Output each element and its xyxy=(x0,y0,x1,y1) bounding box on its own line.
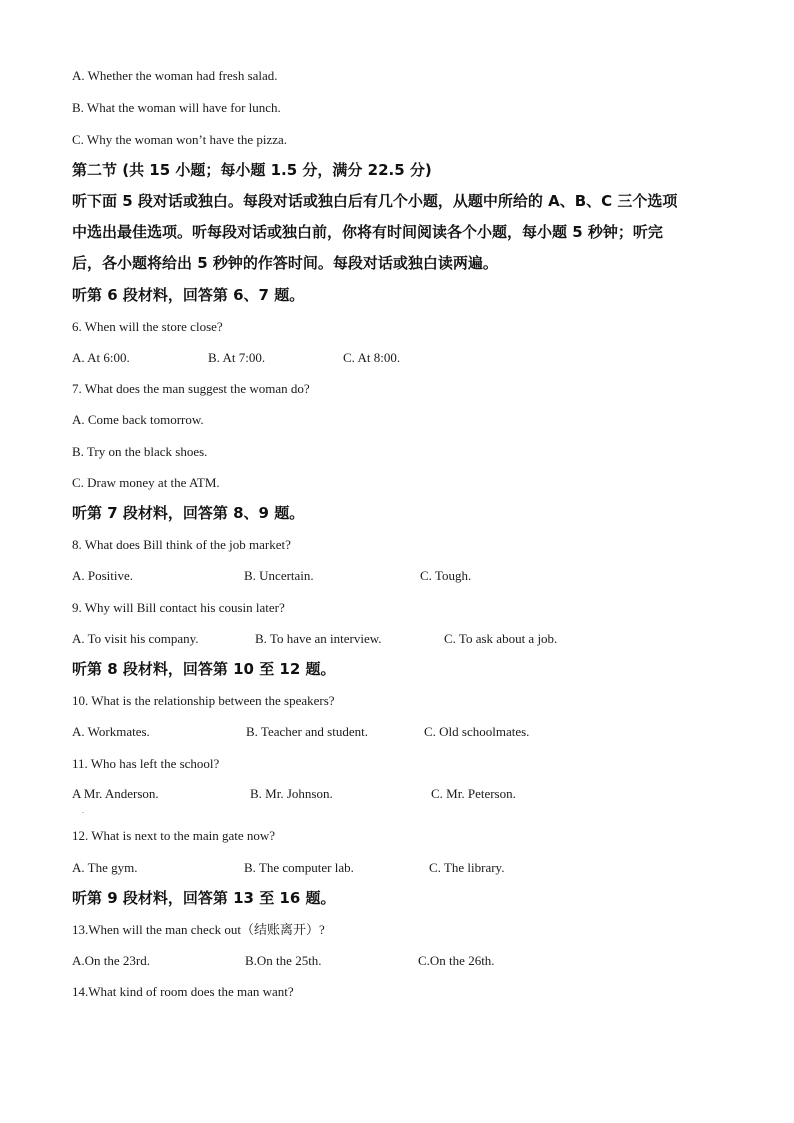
question-9: 9. Why will Bill contact his cousin later? xyxy=(72,600,285,615)
q7-option-b: B. Try on the black shoes. xyxy=(72,444,208,459)
q6-option-c: C. At 8:00. xyxy=(343,350,401,365)
q6-option-a: A. At 6:00. xyxy=(72,350,130,365)
question-10: 10. What is the relationship between the speakers? xyxy=(72,693,335,708)
prev-option-b: B. What the woman will have for lunch. xyxy=(72,100,281,115)
group-heading-7: 听第 7 段材料，回答第 8、9 题。 xyxy=(72,504,305,522)
q9-option-b: B. To have an interview. xyxy=(255,631,382,646)
group-heading-6: 听第 6 段材料，回答第 6、7 题。 xyxy=(72,286,305,304)
question-14: 14.What kind of room does the man want? xyxy=(72,984,294,999)
question-13: 13.When will the man check out（结账离开）? xyxy=(72,922,325,937)
q9-option-a: A. To visit his company. xyxy=(72,631,199,646)
q10-option-b: B. Teacher and student. xyxy=(246,724,368,739)
prev-option-c: C. Why the woman won’t have the pizza. xyxy=(72,132,288,147)
group-heading-8: 听第 8 段材料，回答第 10 至 12 题。 xyxy=(72,660,336,678)
q12-option-b: B. The computer lab. xyxy=(244,860,354,875)
q13-option-c: C.On the 26th. xyxy=(418,953,495,968)
q13-option-a: A.On the 23rd. xyxy=(72,953,150,968)
q8-option-c: C. Tough. xyxy=(420,568,472,583)
q12-option-a: A. The gym. xyxy=(72,860,138,875)
q12-option-c: C. The library. xyxy=(429,860,505,875)
question-11: 11. Who has left the school? xyxy=(72,756,220,771)
section-heading: 第二节 (共 15 小题；每小题 1.5 分，满分 22.5 分) xyxy=(72,161,432,179)
q10-option-a: A. Workmates. xyxy=(72,724,150,739)
q7-option-a: A. Come back tomorrow. xyxy=(72,412,204,427)
prev-option-a: A. Whether the woman had fresh salad. xyxy=(72,68,278,83)
question-8: 8. What does Bill think of the job market? xyxy=(72,537,291,552)
q6-option-b: B. At 7:00. xyxy=(208,350,266,365)
q11-option-b: B. Mr. Johnson. xyxy=(250,786,333,801)
instruction-line-2: 中选出最佳选项。听每段对话或独白前，你将有时间阅读各个小题，每小题 5 秒钟；听完 xyxy=(72,223,663,241)
instruction-line-1: 听下面 5 段对话或独白。每段对话或独白后有几个小题，从题中所给的 A、B、C 三个选项 xyxy=(72,192,678,210)
q11-option-c: C. Mr. Peterson. xyxy=(431,786,516,801)
q13-option-b: B.On the 25th. xyxy=(245,953,322,968)
q7-option-c: C. Draw money at the ATM. xyxy=(72,475,220,490)
q10-option-c: C. Old schoolmates. xyxy=(424,724,530,739)
q8-option-a: A. Positive. xyxy=(72,568,134,583)
question-6: 6. When will the store close? xyxy=(72,319,223,334)
q8-option-b: B. Uncertain. xyxy=(244,568,314,583)
stray-mark: . xyxy=(82,806,84,815)
group-heading-9: 听第 9 段材料，回答第 13 至 16 题。 xyxy=(72,889,336,907)
instruction-line-3: 后，各小题将给出 5 秒钟的作答时间。每段对话或独白读两遍。 xyxy=(72,254,498,272)
question-12: 12. What is next to the main gate now? xyxy=(72,828,276,843)
q9-option-c: C. To ask about a job. xyxy=(444,631,558,646)
question-7: 7. What does the man suggest the woman do? xyxy=(72,381,310,396)
q11-option-a: A Mr. Anderson. xyxy=(72,786,159,801)
